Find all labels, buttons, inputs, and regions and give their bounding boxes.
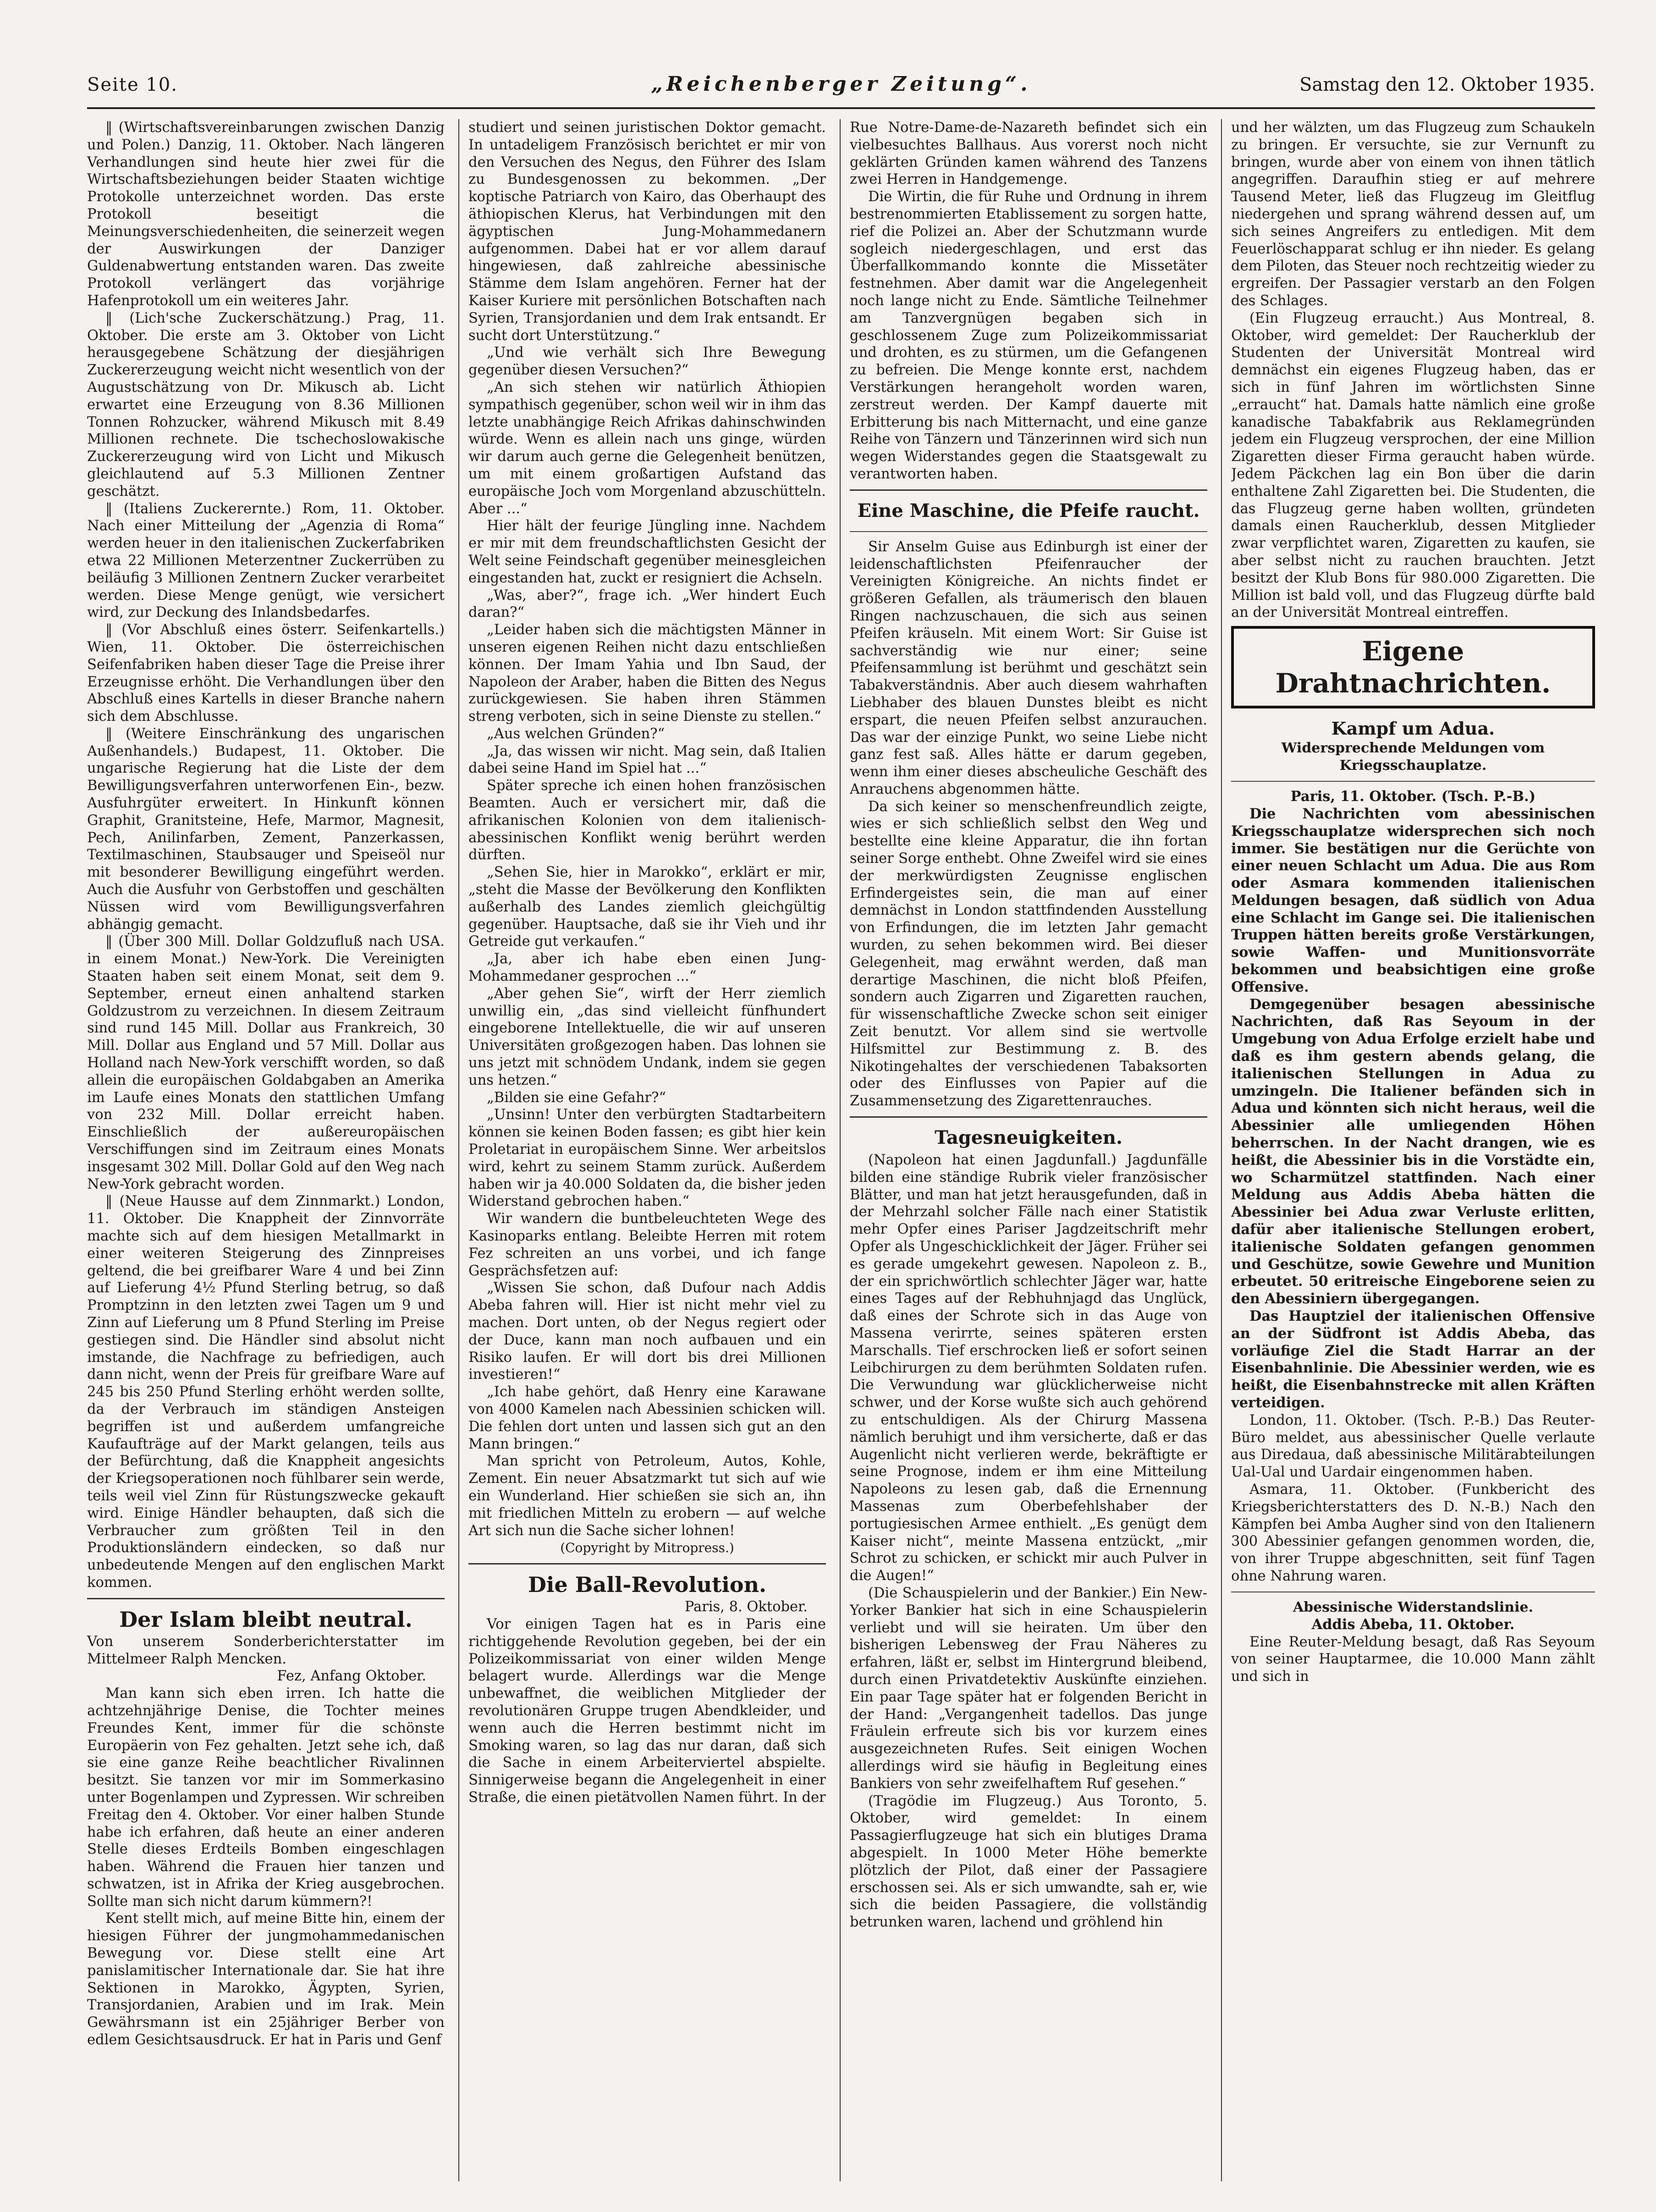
article-divider — [850, 1116, 1207, 1118]
news-item: (Tragödie im Flugzeug.) Aus Toronto, 5. Oktober, wird gemeldet: In einem Passagierflugzeuge hat sich ein blutiges Drama abgespielt. In 1000 Meter Höhe bemerkte plötzlich der Pilot, daß einer der Passagiere erschossen sei. Als er sich umwandte, sah er, wie sich die beiden Passagiere, die vollständig betrunken waren, lachend und gröhlend hin — [850, 1793, 1207, 1931]
page-number: Seite 10. — [87, 74, 178, 95]
news-item: (Napoleon hat einen Jagdunfall.) Jagdunfälle bilden eine ständige Rubrik vieler französischer Blätter, und man hat jetzt herausgefunden, daß in der Mehrzahl solcher Fälle nach einer Statistik mehr Opfer eines Pariser Jagdzeitschrift mehr Opfer als Ungeschicklichkeit der Jäger. Früher sei es gerade umgekehrt gewesen. Napoleon z. B., der ein sprichwörtlich schlechter Jäger war, hatte eines Tages auf der Rebhuhnjagd das Unglück, daß eines der Schrote sich in das Auge von Massena verirrte, seines späteren ersten Marschalls. Tief erschrocken ließ er sofort seinen Leibchirurgen zu dem berühmten Soldaten rufen. Die Verwundung war glücklicherweise nicht schwer, und der Korse wußte sich auch gehörend zu entschuldigen. Als der Chirurg Massena nämlich beruhigt und ihm versicherte, daß er das Augenlicht nicht verlieren werde, bekräftigte er seine Prognose, indem er ihm eine Mitteilung Napoleons zu lesen gab, daß die Ernennung Massenas zum Oberbefehlshaber der portugiesischen Armee enthielt. „Es genügt dem Kaiser nicht“, meinte Massena entzückt, „mir Schrot zu schicken, er schickt mir auch Pulver in die Augen!“ — [850, 1152, 1207, 1584]
section-banner: Eigene Drahtnachrichten. — [1231, 626, 1595, 708]
article-divider — [850, 531, 1207, 532]
article-paragraph: Da sich keiner so menschenfreundlich zeigte, wies er sich schließlich selbst den Weg und bestellte eine kleine Apparatur, die ihn fortan seiner Sorge enthebt. Ohne Zweifel wird sie eines der merkwürdigsten Zeugnisse englischen Erfindergeistes sein, die man auf einer demnächst in London stattfindenden Ausstellung von Erfindungen, die im letzten Jahr gemacht wurden, zu sehen bekommen wird. Bei dieser Gelegenheit, mag erwähnt werden, daß man derartige Maschinen, die nicht bloß Pfeifen, sondern auch Zigarren und Zigaretten rauchen, für wissenschaftliche Zwecke schon seit einiger Zeit benutzt. Vor allem sind sie wertvolle Hilfsmittel zur Bestimmung z. B. des Nikotingehaltes der verschiedenen Tabaksorten oder des Einflusses von Papier auf die Zusammensetzung des Zigarettenrauches. — [850, 798, 1207, 1109]
article-paragraph: „Ich habe gehört, daß Henry eine Karawane von 4000 Kamelen nach Abessinien schicken will. Die fehlen dort unten und lassen sich gut an den Mann bringen.“ — [468, 1384, 826, 1452]
article-divider — [1231, 781, 1595, 782]
newspaper-page — [87, 69, 1595, 2190]
article-paragraph: „Ja, aber ich habe eben einen Jung-Mohammedaner gesprochen ...“ — [468, 951, 826, 985]
article-paragraph: Man kann sich eben irren. Ich hatte die achtzehnjährige Denise, die Tochter meines Freundes Kent, immer für die schönste Europäerin von Fez gehalten. Jetzt sehe ich, daß sie eine ganze Reihe beachtlicher Rivalinnen besitzt. Sie tanzen vor mir im Sommerkasino unter Bogenlampen und Zypressen. Wir schreiben Freitag den 4. Oktober. Vor einer halben Stunde habe ich erfahren, daß heute an einer anderen Stelle dieses Erdteils Bomben eingeschlagen haben. Während die Frauen hier tanzen und schwatzen, ist in Afrika der Krieg ausgebrochen. Sollte man sich nicht darum kümmern?! — [87, 1685, 445, 1910]
article-paragraph: Asmara, 11. Oktober. (Funkbericht des Kriegsberichterstatters des D. N.-B.) Nach den Kämpfen bei Amba Augher sind von den Italienern 300 Abessinier gefangen genommen worden, die, von ihrer Truppe abgeschnitten, seit fünf Tagen ohne Nahrung waren. — [1231, 1481, 1595, 1584]
page-header — [87, 69, 1595, 101]
header-divider — [87, 107, 1595, 109]
article-paragraph: „Leider haben sich die mächtigsten Männer in unseren eigenen Reihen nicht dazu entschließen können. Der Imam Yahia und Ibn Saud, der Napoleon der Araber, haben die Bitten des Negus zurückgewiesen. Sie haben ihren Stämmen streng verboten, sich in seine Dienste zu stellen.“ — [468, 622, 826, 725]
article-paragraph: Später spreche ich einen hohen französischen Beamten. Auch er versichert mir, daß die afrikanischen Kolonien von dem italienisch-abessinischen Konflikt wenig berührt werden dürften. — [468, 778, 826, 863]
article-headline: Eine Maschine, die Pfeife raucht. — [857, 499, 1200, 521]
article-paragraph: studiert und seinen juristischen Doktor gemacht. In untadeligem Französisch berichtet er mir von den Versuchen des Negus, den Führer des Islam zu Bundesgenossen zu bekommen. „Der koptische Patriarch von Kairo, das Oberhaupt des äthiopischen Klerus, hat Verbindungen mit den ägyptischen Jung-Mohammedanern aufgenommen. Dabei hat er vor allem darauf hingewiesen, daß zahlreiche abessinische Stämme dem Islam angehören. Ferner hat der Kaiser Kuriere mit persönlichen Botschaften nach Syrien, Transjordanien und dem Irak entsandt. Er sucht dort Unterstützung.“ — [468, 120, 826, 344]
article-paragraph: „Ja, das wissen wir nicht. Mag sein, daß Italien dabei seine Hand im Spiel hat ...“ — [468, 743, 826, 777]
column-1 — [87, 119, 445, 2181]
article-paragraph: „Bilden sie eine Gefahr?“ — [487, 1089, 666, 1106]
article-divider — [850, 489, 1207, 491]
article-paragraph: Kent stellt mich, auf meine Bitte hin, einem der hiesigen Führer der jungmohammedanischen Bewegung vor. Diese stellt eine Art panislamitischer Internationale dar. Sie hat ihre Sektionen in Marokko, Ägypten, Syrien, Transjordanien, Arabien und im Irak. Mein Gewährsmann ist ein 25jähriger Berber von edlem Gesichtsausdruck. Er hat in Paris und Genf — [87, 1910, 445, 2048]
column-4 — [1231, 119, 1595, 2181]
article-dateline: Paris, 8. Oktober. — [684, 1599, 808, 1615]
newspaper-title: „Reichenberger Zeitung“. — [651, 72, 1031, 96]
article-paragraph: Die Nachrichten vom abessinischen Kriegsschauplatze widersprechen sich noch immer. Sie bestätigen nur die Gerüchte von einer neuen Schlacht um Adua. Die aus Rom oder Asmara kommenden italienischen Meldungen besagen, daß südlich von Adua eine Schlacht im Gange sei. Die italienischen Truppen hätten bereits große Verstärkungen, sowie Waffen- und Munitionsvorräte bekommen und beabsichtigen eine große Offensive. — [1231, 805, 1595, 995]
article-headline: Die Ball-Revolution. — [528, 1572, 767, 1597]
article-paragraph: „Was, aber?“, frage ich. „Wer hindert Euch daran?“ — [468, 587, 826, 621]
news-item: (Ein Flugzeug erraucht.) Aus Montreal, 8. Oktober, wird gemeldet: Der Raucherklub der Studenten der Universität Montreal wird demnächst ein eigenes Flugzeug haben, das er sich in fünf Jahren im wörtlichsten Sinne „erraucht“ hat. Damals hatte nämlich eine große kanadische Tabakfabrik aus Reklamegründen jedem ein Flugzeug versprochen, der eine Million Zigaretten dieser Firma geraucht haben würde. Jedem Päckchen lag ein Bon über die darin enthaltene Zahl Zigaretten bei. Die Studenten, die das Flugzeug gerne haben wollten, gründeten damals einen Raucherklub, dessen Mitglieder zwar verpflichtet waren, Zigaretten zu kaufen, sie aber selbst nicht zu rauchen brauchten. Jetzt besitzt der Klub Bons für 980.000 Zigaretten. Die Million ist bald voll, und das Flugzeug dürfte bald an der Universität Montreal eintreffen. — [1231, 310, 1595, 621]
article-paragraph: „Wissen Sie schon, daß Dufour nach Addis Abeba fahren will. Hier ist nicht mehr viel zu machen. Dort unten, ob der Negus regiert oder der Duce, kann man noch aufbauen und ein Risiko laufen. Er will dort bis drei Millionen investieren!“ — [468, 1280, 826, 1383]
article-paragraph: Eine Reuter-Meldung besagt, daß Ras Seyoum von seiner Hauptarmee, die 10.000 Mann zählt und sich in — [1231, 1634, 1595, 1685]
article-paragraph: Rue Notre-Dame-de-Nazareth befindet sich ein vielbesuchtes Ballhaus. Aus vorerst noch nicht geklärten Gründen kamen während des Tanzens zwei Herren in Handgemenge. — [850, 120, 1207, 188]
article-subheadline: Widersprechende Meldungen vom Kriegsschauplatze. — [1281, 740, 1545, 774]
copyright-note: (Copyright by Mitropress.) — [560, 1540, 734, 1556]
news-item: ‖ (Weitere Einschränkung des ungarischen Außenhandels.) Budapest, 11. Oktober. Die ungarische Regierung hat die Liste der dem Bewilligungsverfahren unterworfenen Ein-, bezw. Ausfuhrgüter erweitert. In Hinkunft können Graphit, Granitsteine, Hefe, Marmor, Magnesit, Pech, Anilinfarben, Zement, Panzerkassen, Textilmaschinen, Staubsauger und Speiseöl nur mit besonderer Bewilligung eingeführt werden. Auch die Ausfuhr von Gerbstoffen und geschälten Nüssen wird vom Bewilligungsverfahren abhängig gemacht. — [87, 725, 445, 933]
article-paragraph: London, 11. Oktober. (Tsch. P.-B.) Das Reuter-Büro meldet, aus abessinischer Quelle verlaute aus Diredaua, daß abessinische Militärabteilungen Ual-Ual und Uardair eingenommen haben. — [1231, 1412, 1595, 1481]
news-item: ‖ (Über 300 Mill. Dollar Goldzufluß nach USA. in einem Monat.) New-York. Die Vereinigten Staaten haben seit einem Monat, seit dem 9. September, erneut einen anhaltend starken Goldzustrom zu verzeichnen. In diesem Zeitraum sind rund 145 Mill. Dollar aus Frankreich, 30 Mill. Dollar aus England und 57 Mill. Dollar aus Holland nach New-York verschifft worden, so daß allein die europäischen Goldabgaben an Amerika im Laufe eines Monats den stattlichen Umfang von 232 Mill. Dollar erreicht haben. Einschließlich der außereuropäischen Verschiffungen sind im Zeitraum eines Monats insgesamt 302 Mill. Dollar Gold auf den Weg nach New-York gebracht worden. — [87, 933, 445, 1192]
article-paragraph: „An sich stehen wir natürlich Äthiopien sympathisch gegenüber, schon weil wir in ihm das letzte unabhängige Reich Afrikas dahinschwinden würde. Wenn es allein nach uns ginge, würden wir darum auch gerne die Gelegenheit benützen, um mit einem großartigen Aufstand das europäische Joch vom Morgenland abzuschütteln. Aber ...“ — [468, 379, 826, 517]
article-paragraph: Man spricht von Petroleum, Autos, Kohle, Zement. Ein neuer Absatzmarkt tut sich auf wie ein Wunderland. Hier schießen sie sich an, ihn mit friedlichen Mitteln zu erobern — auf welche Art sich nun die Sache sicher lohnen! — [468, 1453, 826, 1539]
news-item: ‖ (Wirtschaftsvereinbarungen zwischen Danzig und Polen.) Danzig, 11. Oktober. Nach längeren Verhandlungen sind heute hier zwei für die Wirtschaftsbeziehungen beider Staaten wichtige Protokolle unterzeichnet worden. Das erste Protokoll beseitigt die Meinungsverschiedenheiten, die seinerzeit wegen der Auswirkungen der Danziger Guldenabwertung entstanden waren. Das zweite Protokoll verlängert das vorjährige Hafenprotokoll um ein weiteres Jahr. — [87, 120, 445, 309]
article-paragraph: Das Hauptziel der italienischen Offensive an der Südfront ist Addis Abeba, das vorläufige Ziel die Stadt Harrar an der Eisenbahnlinie. Die Abessinier werden, wie es heißt, die Eisenbahnstrecke mit allen Kräften verteidigen. — [1231, 1308, 1595, 1411]
article-dateline: Fez, Anfang Oktober. — [277, 1668, 426, 1685]
news-item: ‖ (Lich'sche Zuckerschätzung.) Prag, 11. Oktober. Die erste am 3. Oktober von Licht herausgegebene Schätzung der diesjährigen Zuckererzeugung weicht nicht wesentlich von der Augustschätzung von Dr. Mikusch ab. Licht erwartet eine Erzeugung von 8.36 Millionen Tonnen Rohzucker, während Mikusch mit 8.49 Millionen rechnete. Die tschechoslowakische Zuckererzeugung wird von Licht und Mikusch gleichlautend auf 5.3 Millionen Zentner geschätzt. — [87, 310, 445, 499]
article-paragraph: „Aber gehen Sie“, wirft der Herr ziemlich unwillig ein, „das sind vielleicht fünfhundert eingeborene Intellektuelle, die wir auf unseren Universitäten großgezogen haben. Das lohnen sie uns jetzt mit schnödem Undank, indem sie gegen uns hetzen.“ — [468, 985, 826, 1088]
article-paragraph: Sir Anselm Guise aus Edinburgh ist einer der leidenschaftlichsten Pfeifenraucher der Vereinigten Königreiche. An nichts findet er größeren Gefallen, als träumerisch den blauen Ringen nachzuschauen, die sich aus seinen Pfeifen kräuseln. Mit einem Wort: Sir Guise ist sachverständig wie nur einer; seine Pfeifensammlung ist berühmt und geschätzt sein Tabakverständnis. Aber auch diesem wahrhaften Liebhaber des blauen Dunstes bleibt es nicht erspart, die neuen Pfeifen selbst anzurauchen. Das war der einzige Punkt, wo seine Liebe nicht ganz fest saß. Alles hätte er darum gegeben, wenn ihm einer dieses abscheuliche Geschäft des Anrauchens abgenommen hätte. — [850, 538, 1207, 797]
article-byline: Von unserem Sonderberichterstatter im Mittelmeer Ralph Mencken. — [87, 1633, 445, 1667]
news-item: (Die Schauspielerin und der Bankier.) Ein New-Yorker Bankier hat sich in eine Schauspielerin verliebt und will sie heiraten. Um über den bisherigen Lebensweg der Frau Näheres zu erfahren, läßt er, selbst im Hintergrund bleibend, durch einen Privatdetektiv Auskünfte einziehen. Ein paar Tage später hat er folgenden Bericht in der Hand: „Vergangenheit tadellos. Das junge Fräulein erfreute sich bis vor kurzem eines ausgezeichneten Rufes. Seit einigen Wochen allerdings wird sie häufig in Begleitung eines Bankiers von sehr zweifelhaftem Ruf gesehen.“ — [850, 1585, 1207, 1792]
news-item: ‖ (Neue Hausse auf dem Zinnmarkt.) London, 11. Oktober. Die Knappheit der Zinnvorräte machte sich auf dem hiesigen Metallmarkt in einer weiteren Steigerung des Zinnpreises geltend, die bei greifbarer Ware 4 und bei Zinn auf Lieferung 4½ Pfund Sterling betrug, so daß Promptzinn in den letzten zwei Tagen um 9 und Zinn auf Lieferung um 8 Pfund Sterling im Preise gestiegen sind. Die Händler sind absolut nicht imstande, die Nachfrage zu befriedigen, auch dann nicht, wenn der Preis für greifbare Ware auf 245 bis 250 Pfund Sterling erhöht werden sollte, da der Verbrauch im ständigen Ansteigen begriffen ist und außerdem umfangreiche Kaufaufträge auf der Markt gelangen, teils aus der Befürchtung, daß die Knappheit angesichts der Kriegsoperationen noch fühlbarer sein werde, teils weil viel Zinn für Rüstungszwecke gekauft wird. Einige Händler behaupten, daß sich die Verbraucher zum größten Teil in den Produktionsländern eindecken, so daß nur unbedeutende Mengen auf den englischen Markt kommen. — [87, 1193, 445, 1591]
article-paragraph: „Und wie verhält sich Ihre Bewegung gegenüber diesen Versuchen?“ — [468, 345, 826, 379]
article-paragraph: Wir wandern die buntbeleuchteten Wege des Kasinoparks entlang. Beleibte Herren mit rotem Fez schreiten an uns vorbei, und ich fange Gesprächsfetzen auf: — [468, 1211, 826, 1279]
news-item: ‖ (Italiens Zuckerernte.) Rom, 11. Oktober. Nach einer Mitteilung der „Agenzia di Roma“ werden heuer in den italienischen Zuckerfabriken etwa 22 Millionen Meterzentner Zuckerrüben zu beiläufig 3 Millionen Zentnern Zucker verarbeitet werden. Diese Menge genügt, wie versichert wird, zur Deckung des Inlandsbedarfes. — [87, 500, 445, 621]
article-dateline: Addis Abeba, 11. Oktober. — [1311, 1616, 1515, 1633]
article-paragraph: Vor einigen Tagen hat es in Paris eine richtiggehende Revolution gegeben, bei der ein Polizeikommissariat von einer wilden Menge belagert wurde. Allerdings war die Menge unbewaffnet, die weiblichen Mitglieder der revolutionären Gruppe trugen Abendkleider, und wenn auch die Herren bestimmt nicht im Smoking waren, so lag das nur daran, daß sich die Sache in einem Arbeiterviertel abspielte. Sinnigerweise begann die Angelegenheit in einer Straße, die einen pietätvollen Namen führt. In der — [468, 1616, 826, 1806]
article-subheadline: Abessinische Widerstandslinie. — [1293, 1599, 1534, 1615]
article-headline: Kampf um Adua. — [1331, 718, 1495, 739]
article-paragraph: Die Wirtin, die für Ruhe und Ordnung in ihrem bestrenommierten Etablissement zu sorgen hatte, rief die Polizei an. Aber der Schutzmann wurde sogleich niedergeschlagen, und erst das Überfallkommando konnte die Missetäter festnehmen. Aber damit war die Angelegenheit noch lange nicht zu Ende. Sämtliche Teilnehmer am Tanzvergnügen begaben sich in geschlossenem Zuge zum Polizeikommissariat und drohten, es zu stürmen, um die Gefangenen zu befreien. Die Menge konnte erst, nachdem Verstärkungen herangeholt worden waren, zerstreut werden. Der Kampf dauerte mit Erbitterung bis nach Mitternacht, und eine ganze Reihe von Tänzern und Tänzerinnen wird sich nun wegen Widerstandes gegen die Staatsgewalt zu verantworten haben. — [850, 189, 1207, 482]
column-3 — [850, 119, 1207, 2181]
article-paragraph: „Unsinn! Unter den verbürgten Stadtarbeitern können sie keinen Boden fassen; es gibt hier kein Proletariat in europäischem Sinne. Wer arbeitslos wird, kehrt zu seinem Stamm zurück. Außerdem haben wir ja 40.000 Soldaten da, die bisher jeden Widerstand gebrochen haben.“ — [468, 1107, 826, 1210]
article-divider — [468, 1563, 826, 1564]
article-paragraph: „Aus welchen Gründen?“ — [487, 725, 665, 742]
news-item: und her wälzten, um das Flugzeug zum Schaukeln zu bringen. Er versuchte, sie zur Vernunft zu bringen, wurde aber von einem von ihnen tätlich angegriffen. Daraufhin stieg er auf mehrere Tausend Meter, ließ das Flugzeug im Gleitflug niedergehen und sprang während dessen auf, um sich seines Angreifers zu entledigen. Mit dem Feuerlöschapparat schlug er ihn nieder. Es gelang dem Piloten, das Steuer noch rechtzeitig wieder zu ergreifen. Der Passagier verstarb an den Folgen des Schlages. — [1231, 120, 1595, 309]
column-2 — [468, 119, 826, 2181]
article-paragraph: Hier hält der feurige Jüngling inne. Nachdem er mir mit dem freundschaftlichsten Gesicht der Welt seine Feindschaft gegenüber meinesgleichen eingestanden hat, zuckt er resigniert die Achseln. — [468, 518, 826, 586]
article-paragraph: Demgegenüber besagen abessinische Nachrichten, daß Ras Seyoum in der Umgebung von Adua Erfolge erzielt habe und daß es ihm gestern abends gelang, die italienischen Stellungen in Adua zu umzingeln. Die Italiener befänden sich in Adua und könnten sich nicht heraus, weil die Abessinier alle umliegenden Höhen beherrschen. In der Nacht drangen, wie es heißt, die Abessinier bis in die Vorstädte ein, wo Scharmützel stattfinden. Nach einer Meldung aus Addis Abeba hätten die Abessinier bei Adua zwar Verluste erlitten, dafür aber italienische Stellungen erobert, italienische Soldaten gefangen genommen und Geschütze, sowie Gewehre und Munition erbeutet. 50 eritreische Eingeborene seien zu den Abessiniern übergegangen. — [1231, 996, 1595, 1307]
bold-report — [1231, 806, 1595, 1412]
article-paragraph: „Sehen Sie, hier in Marokko“, erklärt er mir, „steht die Masse der Bevölkerung den Konflikten außerhalb des Landes ziemlich gleichgültig gegenüber. Hauptsache, daß sie ihr Vieh und ihr Getreide gut verkaufen.“ — [468, 864, 826, 950]
article-headline: Der Islam bleibt neutral. — [119, 1607, 413, 1632]
article-dateline: Paris, 11. Oktober. (Tsch. P.-B.) — [1290, 788, 1536, 805]
issue-date: Samstag den 12. Oktober 1935. — [1299, 74, 1595, 95]
news-item: ‖ (Vor Abschluß eines österr. Seifenkartells.) Wien, 11. Oktober. Die österreichischen Seifenfabriken haben dieser Tage die Preise ihrer Erzeugnisse erhöht. Die Verhandlungen über den Abschluß eines Kartells in dieser Branche nahern sich dem Abschlusse. — [87, 622, 445, 725]
section-headline: Tagesneuigkeiten. — [935, 1127, 1122, 1149]
article-divider — [87, 1598, 445, 1599]
